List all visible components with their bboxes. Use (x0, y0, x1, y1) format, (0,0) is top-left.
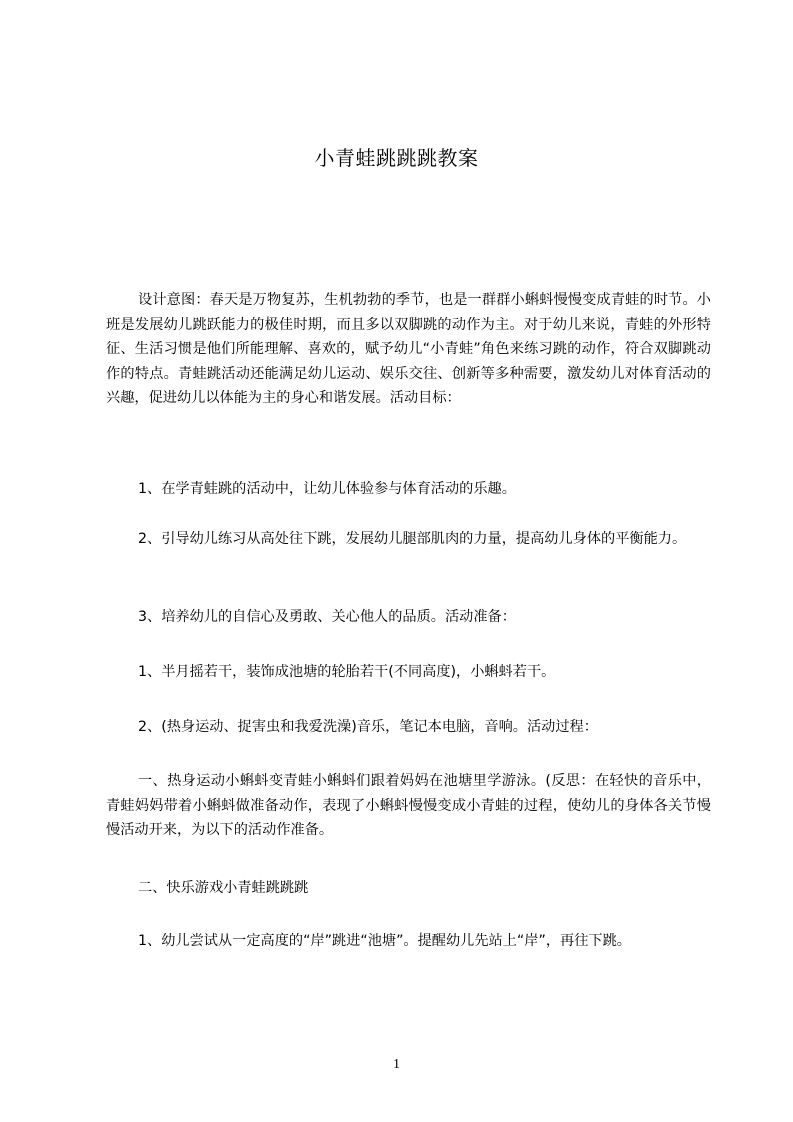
paragraph-process-2-step-1: 1、幼儿尝试从一定高度的“岸”跳进“池塘”。提醒幼儿先站上“岸”，再往下跳。 (138, 933, 631, 949)
paragraph-prep-2: 2、(热身运动、捉害虫和我爱洗澡)音乐，笔记本电脑，音响。活动过程： (138, 719, 598, 735)
paragraph-design-intent: 设计意图：春天是万物复苏，生机勃勃的季节，也是一群群小蝌蚪慢慢变成青蛙的时节。小班是发展幼儿跳跃能力的极佳时期，而且多以双脚跳的动作为主。对于幼儿来说，青蛙的外形特征、生活习惯是他们所能理解、喜欢的，赋予幼儿“小青蛙”角色来练习跳的动作，符合双脚跳动作的特点。青蛙跳活动还能满足幼儿运动、娱乐交往、创新等多种需要，激发幼儿对体育活动的兴趣，促进幼儿以体能为主的身心和谐发展。活动目标： (106, 292, 711, 407)
paragraph-goal-1: 1、在学青蛙跳的活动中，让幼儿体验参与体育活动的乐趣。 (138, 481, 516, 497)
paragraph-process-2-heading: 二、快乐游戏小青蛙跳跳跳 (138, 880, 309, 896)
paragraph-goal-2: 2、引导幼儿练习从高处往下跳，发展幼儿腿部肌肉的力量，提高幼儿身体的平衡能力。 (138, 531, 687, 547)
paragraph-process-1: 一、热身运动小蝌蚪变青蛙小蝌蚪们跟着妈妈在池塘里学游泳。(反思：在轻快的音乐中，青蛙妈妈带着小蝌蚪做准备动作，表现了小蝌蚪慢慢变成小青蛙的过程，使幼儿的身体各关节慢慢活动开来，为以下的活动作准备。 (106, 773, 711, 839)
paragraph-goal-3: 3、培养幼儿的自信心及勇敢、关心他人的品质。活动准备： (138, 609, 516, 625)
page-number: 1 (393, 1057, 400, 1072)
document-title: 小青蛙跳跳跳教案 (314, 146, 479, 170)
paragraph-prep-1: 1、半月摇若干，装饰成池塘的轮胎若干(不同高度)，小蝌蚪若干。 (138, 664, 556, 680)
